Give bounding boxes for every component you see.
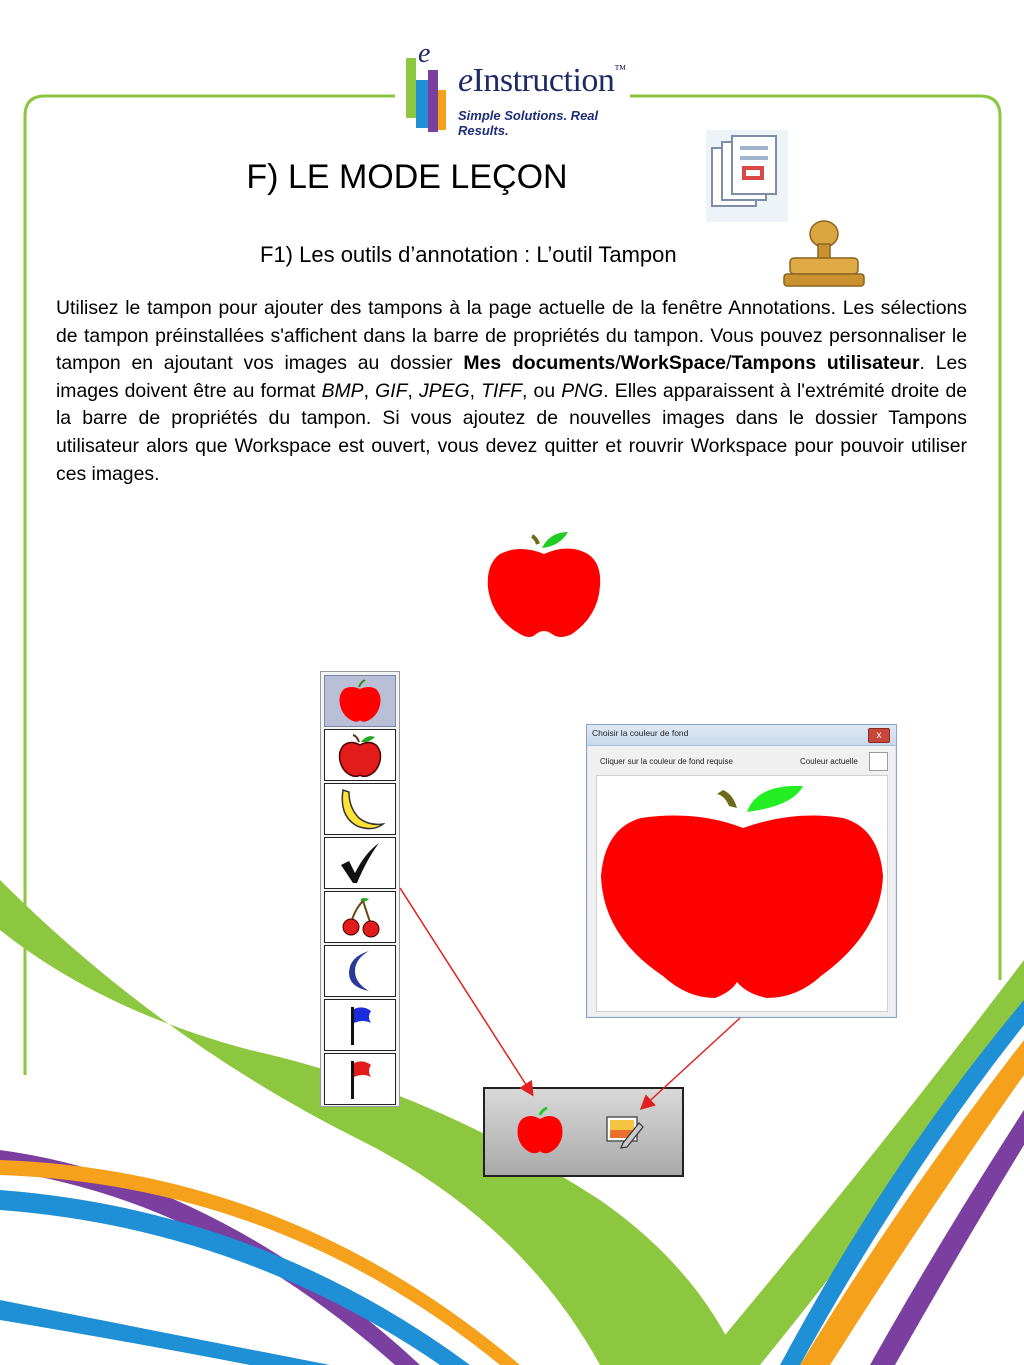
stamp-option-blue-flag[interactable] xyxy=(324,999,396,1051)
stamp-option-apple-selected[interactable] xyxy=(324,675,396,727)
stamp-option-apple[interactable] xyxy=(324,729,396,781)
moon-icon xyxy=(337,949,383,993)
folder-workspace: WorkSpace xyxy=(620,352,726,375)
stamp-properties-bar xyxy=(483,1087,684,1177)
page-title-text: F) LE MODE LEÇON xyxy=(246,158,568,196)
folder-tampons-utilisateur: Tampons utilisateur xyxy=(731,352,920,375)
stamp-option-cherries[interactable] xyxy=(324,891,396,943)
stamp-option-checkmark[interactable] xyxy=(324,837,396,889)
format-png: PNG xyxy=(561,379,604,402)
stamp-tool-icon xyxy=(782,218,866,292)
lesson-pages-icon xyxy=(706,130,788,222)
apple-icon xyxy=(337,679,383,723)
apple-stamp-preview xyxy=(480,530,610,645)
para-sep: , ou xyxy=(522,379,562,402)
dialog-titlebar xyxy=(587,725,896,746)
banana-icon xyxy=(335,786,385,832)
stamp-option-moon[interactable] xyxy=(324,945,396,997)
section-subtitle: F1) Les outils d’annotation : L’outil Tampon xyxy=(260,242,677,267)
format-jpeg: JPEG xyxy=(418,379,470,402)
para-text-1: Utilisez le tampon pour ajouter des tampons à la page actuelle de la fenêtre Annotations. Les sélections de tampon préinstallées s'affichent dans la barre de propriétés du tampon. Vous pouvez personnaliser le tampon en ajoutant vos images au dossier xyxy=(56,297,967,375)
stamp-selection-panel xyxy=(320,671,400,1107)
swirl-blue-left xyxy=(0,1300,330,1365)
logo-wordmark: eInstruction™ xyxy=(458,62,626,99)
apple-icon xyxy=(337,733,383,777)
para-sep: , xyxy=(469,379,482,402)
body-paragraph xyxy=(56,295,967,488)
red-flag-icon xyxy=(337,1057,383,1101)
background-color-dialog xyxy=(586,724,897,1018)
para-text-3: . Elles apparaissent à l'extrémité droite de la barre de propriétés du tampon. Si vous ajoutez de nouvelles images dans le dossier Tampons utilisateur alors que Workspace est ouvert, vous devez quitter et rouvrir Workspace pour pouvoir utiliser ces images. xyxy=(56,379,968,485)
color-picker-canvas[interactable] xyxy=(596,775,888,1012)
apple-image xyxy=(597,776,887,1011)
folder-mes-documents: Mes documents xyxy=(463,352,616,375)
dialog-instruction: Cliquer sur la couleur de fond requise xyxy=(600,757,733,766)
blue-flag-icon xyxy=(337,1003,383,1047)
logo-tagline: Simple Solutions. Real Results. xyxy=(458,108,599,138)
format-gif: GIF xyxy=(375,379,408,402)
para-slash: / xyxy=(615,352,621,375)
para-text-2: . Les images doivent être au format xyxy=(56,352,967,402)
current-color-label: Couleur actuelle xyxy=(800,757,858,766)
page-title xyxy=(0,158,1024,197)
current-stamp-button[interactable] xyxy=(515,1107,565,1160)
svg-text:e: e xyxy=(418,40,431,69)
checkmark-icon xyxy=(337,841,383,885)
add-user-stamp-button[interactable] xyxy=(605,1113,645,1154)
format-tiff: TIFF xyxy=(481,379,523,402)
format-bmp: BMP xyxy=(321,379,364,402)
dialog-close-button[interactable]: x xyxy=(868,728,890,743)
edit-image-icon xyxy=(605,1113,645,1149)
current-color-swatch[interactable] xyxy=(869,752,888,771)
para-sep: , xyxy=(407,379,419,402)
dialog-title: Choisir la couleur de fond xyxy=(592,728,689,738)
einstruction-logo xyxy=(400,40,630,140)
apple-icon xyxy=(515,1107,565,1155)
para-sep: , xyxy=(363,379,376,402)
stamp-option-banana[interactable] xyxy=(324,783,396,835)
logo-mark-icon xyxy=(400,40,456,140)
para-slash: / xyxy=(725,352,732,375)
cherries-icon xyxy=(337,895,383,939)
stamp-option-red-flag[interactable] xyxy=(324,1053,396,1105)
